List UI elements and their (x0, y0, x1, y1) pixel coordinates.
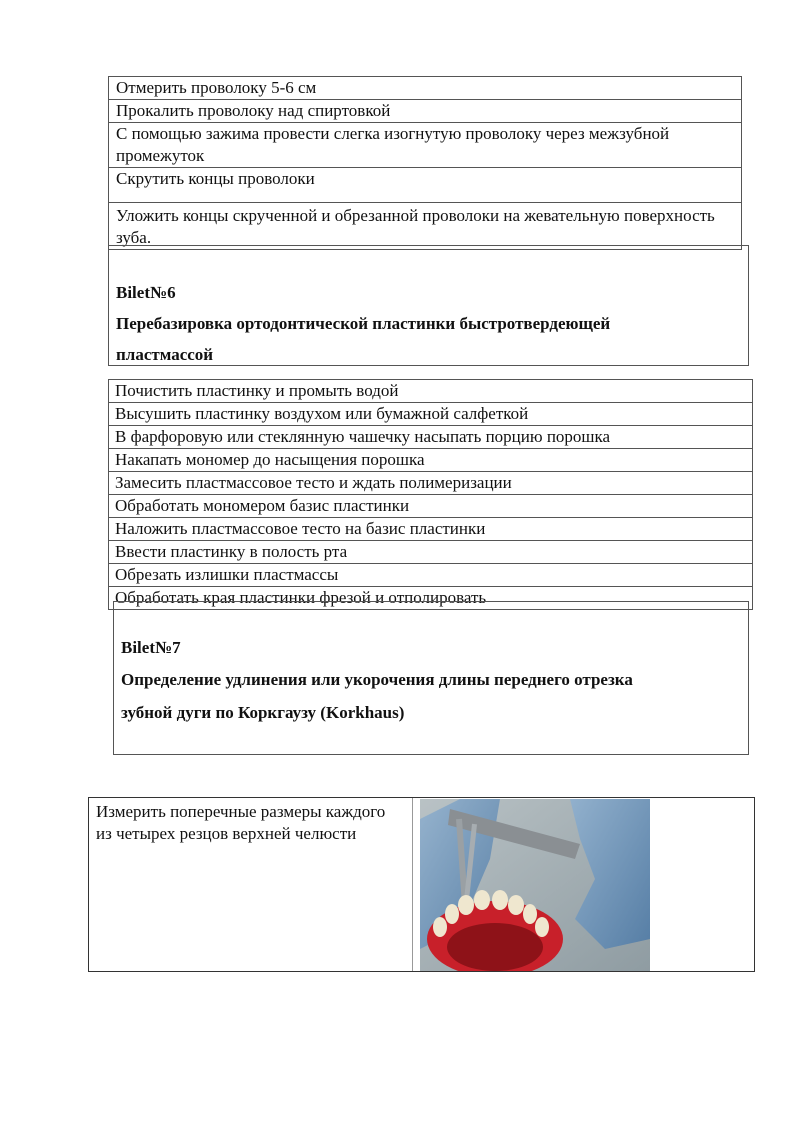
procedure-table-plate (108, 379, 753, 610)
ticket-title: Перебазировка ортодонтической пластинки быстротвердеющей (116, 314, 611, 333)
ticket-title: Определение удлинения или укорочения длины переднего отрезка (121, 670, 633, 689)
caliper-measurement-photo (420, 799, 650, 971)
procedure-table-wire (108, 76, 742, 250)
table-row: Уложить концы скрученной и обрезанной проволоки на жевательную поверхность зуба. (109, 203, 742, 250)
ticket-6-heading (108, 245, 749, 366)
table-row: Обработать края пластинки фрезой и отполировать (109, 587, 753, 610)
ticket-title-continued: зубной дуги по Коркгаузу (Korkhaus) (121, 703, 405, 722)
table-row: Замесить пластмассовое тесто и ждать полимеризации (109, 472, 753, 495)
table-row: Скрутить концы проволоки (109, 168, 742, 203)
ticket-number: Bilet№7 (121, 638, 181, 657)
ticket-title-continued: пластмассой (116, 345, 214, 364)
table-row: Высушить пластинку воздухом или бумажной салфеткой (109, 403, 753, 426)
table-row: Наложить пластмассовое тесто на базис пластинки (109, 518, 753, 541)
table-row: С помощью зажима провести слегка изогнутую проволоку через межзубной промежуток (109, 123, 742, 168)
measurement-instruction: Измерить поперечные размеры каждого из четырех резцов верхней челюсти (96, 802, 386, 843)
table-row: Отмерить проволоку 5-6 см (109, 77, 742, 100)
column-divider (412, 798, 413, 971)
ticket-number: Bilet№6 (116, 283, 176, 302)
table-row: В фарфоровую или стеклянную чашечку насыпать порцию порошка (109, 426, 753, 449)
table-row: Ввести пластинку в полость рта (109, 541, 753, 564)
table-row: Обработать мономером базис пластинки (109, 495, 753, 518)
measurement-step-table (88, 797, 755, 972)
table-row: Почистить пластинку и промыть водой (109, 380, 753, 403)
ticket-7-heading (113, 601, 749, 755)
table-row: Прокалить проволоку над спиртовкой (109, 100, 742, 123)
table-row: Накапать мономер до насыщения порошка (109, 449, 753, 472)
table-row: Обрезать излишки пластмассы (109, 564, 753, 587)
